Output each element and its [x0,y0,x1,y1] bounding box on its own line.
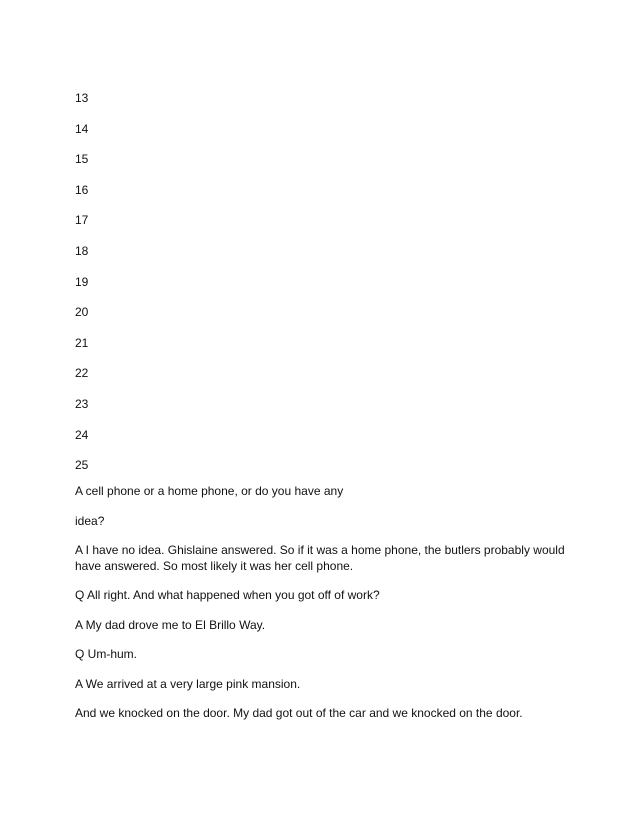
transcript-paragraph: idea? [75,513,105,528]
line-number: 18 [75,243,89,258]
transcript-paragraph: A I have no idea. Ghislaine answered. So if it was a home phone, the butlers probably would have answered. So most likely it was her cell phone. [75,543,565,573]
line-number: 14 [75,121,89,136]
transcript-paragraph: A My dad drove me to El Brillo Way. [75,617,266,632]
line-number: 25 [75,458,89,473]
line-number: 23 [75,396,89,411]
transcript-paragraph: Q All right. And what happened when you got off of work? [75,588,380,602]
transcript-paragraph: Q Um-hum. [75,647,138,661]
line-number: 22 [75,366,89,381]
transcript-paragraph: And we knocked on the door. My dad got out of the car and we knocked on the door. [75,706,523,720]
line-number: 20 [75,305,89,320]
line-number: 19 [75,274,89,289]
line-number: 24 [75,427,89,442]
transcript-paragraph: A We arrived at a very large pink mansion. [75,676,301,691]
transcript-paragraph: A cell phone or a home phone, or do you have any [75,484,344,498]
transcript-body [75,484,565,736]
line-number: 16 [75,182,89,197]
line-number: 15 [75,152,89,167]
line-number: 17 [75,213,89,228]
line-number-column [75,89,88,487]
line-number: 21 [75,335,89,350]
line-number: 13 [75,91,89,105]
